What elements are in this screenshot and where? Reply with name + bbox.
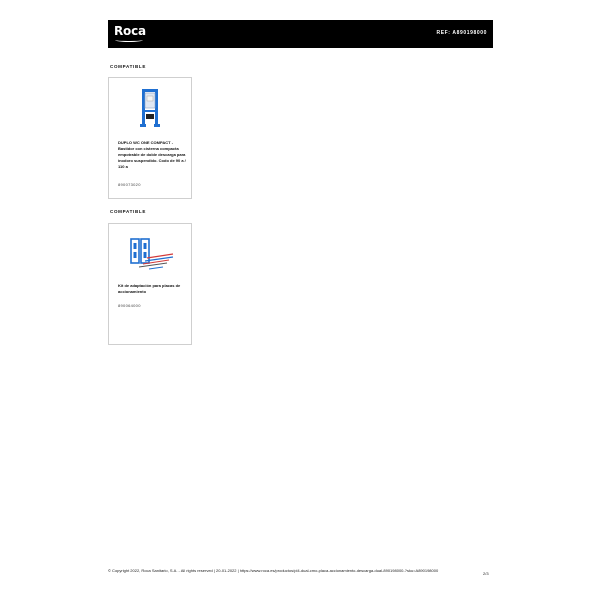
product-description-1: DUPLO WC ONE COMPACT - Bastidor con cisterna compacta empotrable de doble descarga para inodoro suspendido. Codo de 90 a / 110 a <box>118 140 186 169</box>
product-card-1[interactable] <box>108 77 192 199</box>
product-code-1: 890073020 <box>118 182 141 187</box>
header-bar <box>108 20 493 48</box>
logo-swoosh-icon <box>115 38 143 42</box>
wc-frame-icon <box>137 88 163 128</box>
product-ref: REF: A890198000 <box>436 30 487 36</box>
page-number: 2/3 <box>483 571 489 576</box>
product-card-2[interactable] <box>108 223 192 345</box>
adaptation-kit-icon <box>129 236 175 270</box>
roca-logo: Roca <box>114 24 146 38</box>
product-code-2: 890064000 <box>118 303 141 308</box>
section-label-compatible-1: COMPATIBLE <box>110 64 147 69</box>
section-label-compatible-2: COMPATIBLE <box>110 209 147 214</box>
product-description-2: Kit de adaptación para placas de accionamiento <box>118 283 181 294</box>
footer-copyright: © Copyright 2022, Roca Sanitario, S.A. - All rights reserved | 20-01-2022 | https://www.roca.es/productos/pl4-dual-cmo-placa-accionamiento-descarga-dual-890198000-?sku=A890198000 <box>108 568 439 573</box>
